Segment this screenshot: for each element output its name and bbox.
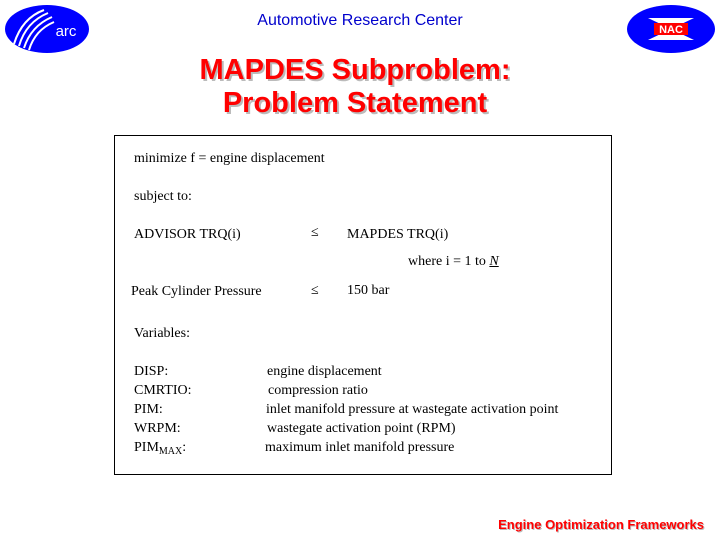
variable-desc: compression ratio: [268, 383, 368, 398]
constraint2-rhs: 150 bar: [347, 283, 390, 298]
variables-label: Variables:: [134, 326, 190, 341]
variable-name-subscript: MAX: [158, 446, 183, 457]
variable-name: DISP:: [134, 364, 169, 379]
subject-to-label: subject to:: [134, 189, 192, 204]
variable-name: PIM:: [134, 402, 163, 417]
variable-desc: wastegate activation point (RPM): [267, 421, 456, 436]
constraint2-lhs: Peak Cylinder Pressure: [131, 284, 262, 299]
variable-name-base: PIM: [134, 440, 159, 455]
variable-name: CMRTIO:: [134, 383, 192, 398]
nac-logo-text: NAC: [659, 24, 683, 36]
variable-desc: engine displacement: [267, 364, 382, 379]
nac-logo: [626, 4, 716, 54]
variable-desc: maximum inlet manifold pressure: [265, 440, 455, 455]
variable-name-pimmax: [134, 440, 186, 457]
constraint1-range: [408, 254, 499, 270]
arc-logo-text: arc: [55, 23, 77, 40]
constraint1-range-prefix: where i = 1 to: [408, 254, 490, 269]
header-title: Automotive Research Center: [257, 12, 463, 29]
variable-desc: inlet manifold pressure at wastegate activation point: [266, 402, 559, 417]
slide-title-line-1: MAPDES Subproblem:: [199, 54, 511, 86]
variable-name-suffix: :: [182, 440, 187, 455]
footer-text: Engine Optimization Frameworks: [498, 517, 704, 532]
slide-title-line-2: Problem Statement: [222, 87, 488, 119]
constraint2-operator: ≤: [311, 283, 319, 298]
objective-text: minimize f = engine displacement: [134, 151, 325, 166]
variable-name: WRPM:: [134, 421, 181, 436]
constraint1-lhs: ADVISOR TRQ(i): [134, 227, 241, 242]
constraint1-range-end: N: [489, 254, 499, 269]
constraint1-rhs: MAPDES TRQ(i): [347, 227, 449, 242]
constraint1-operator: ≤: [311, 225, 319, 240]
nac-logo-icon: [626, 4, 716, 54]
